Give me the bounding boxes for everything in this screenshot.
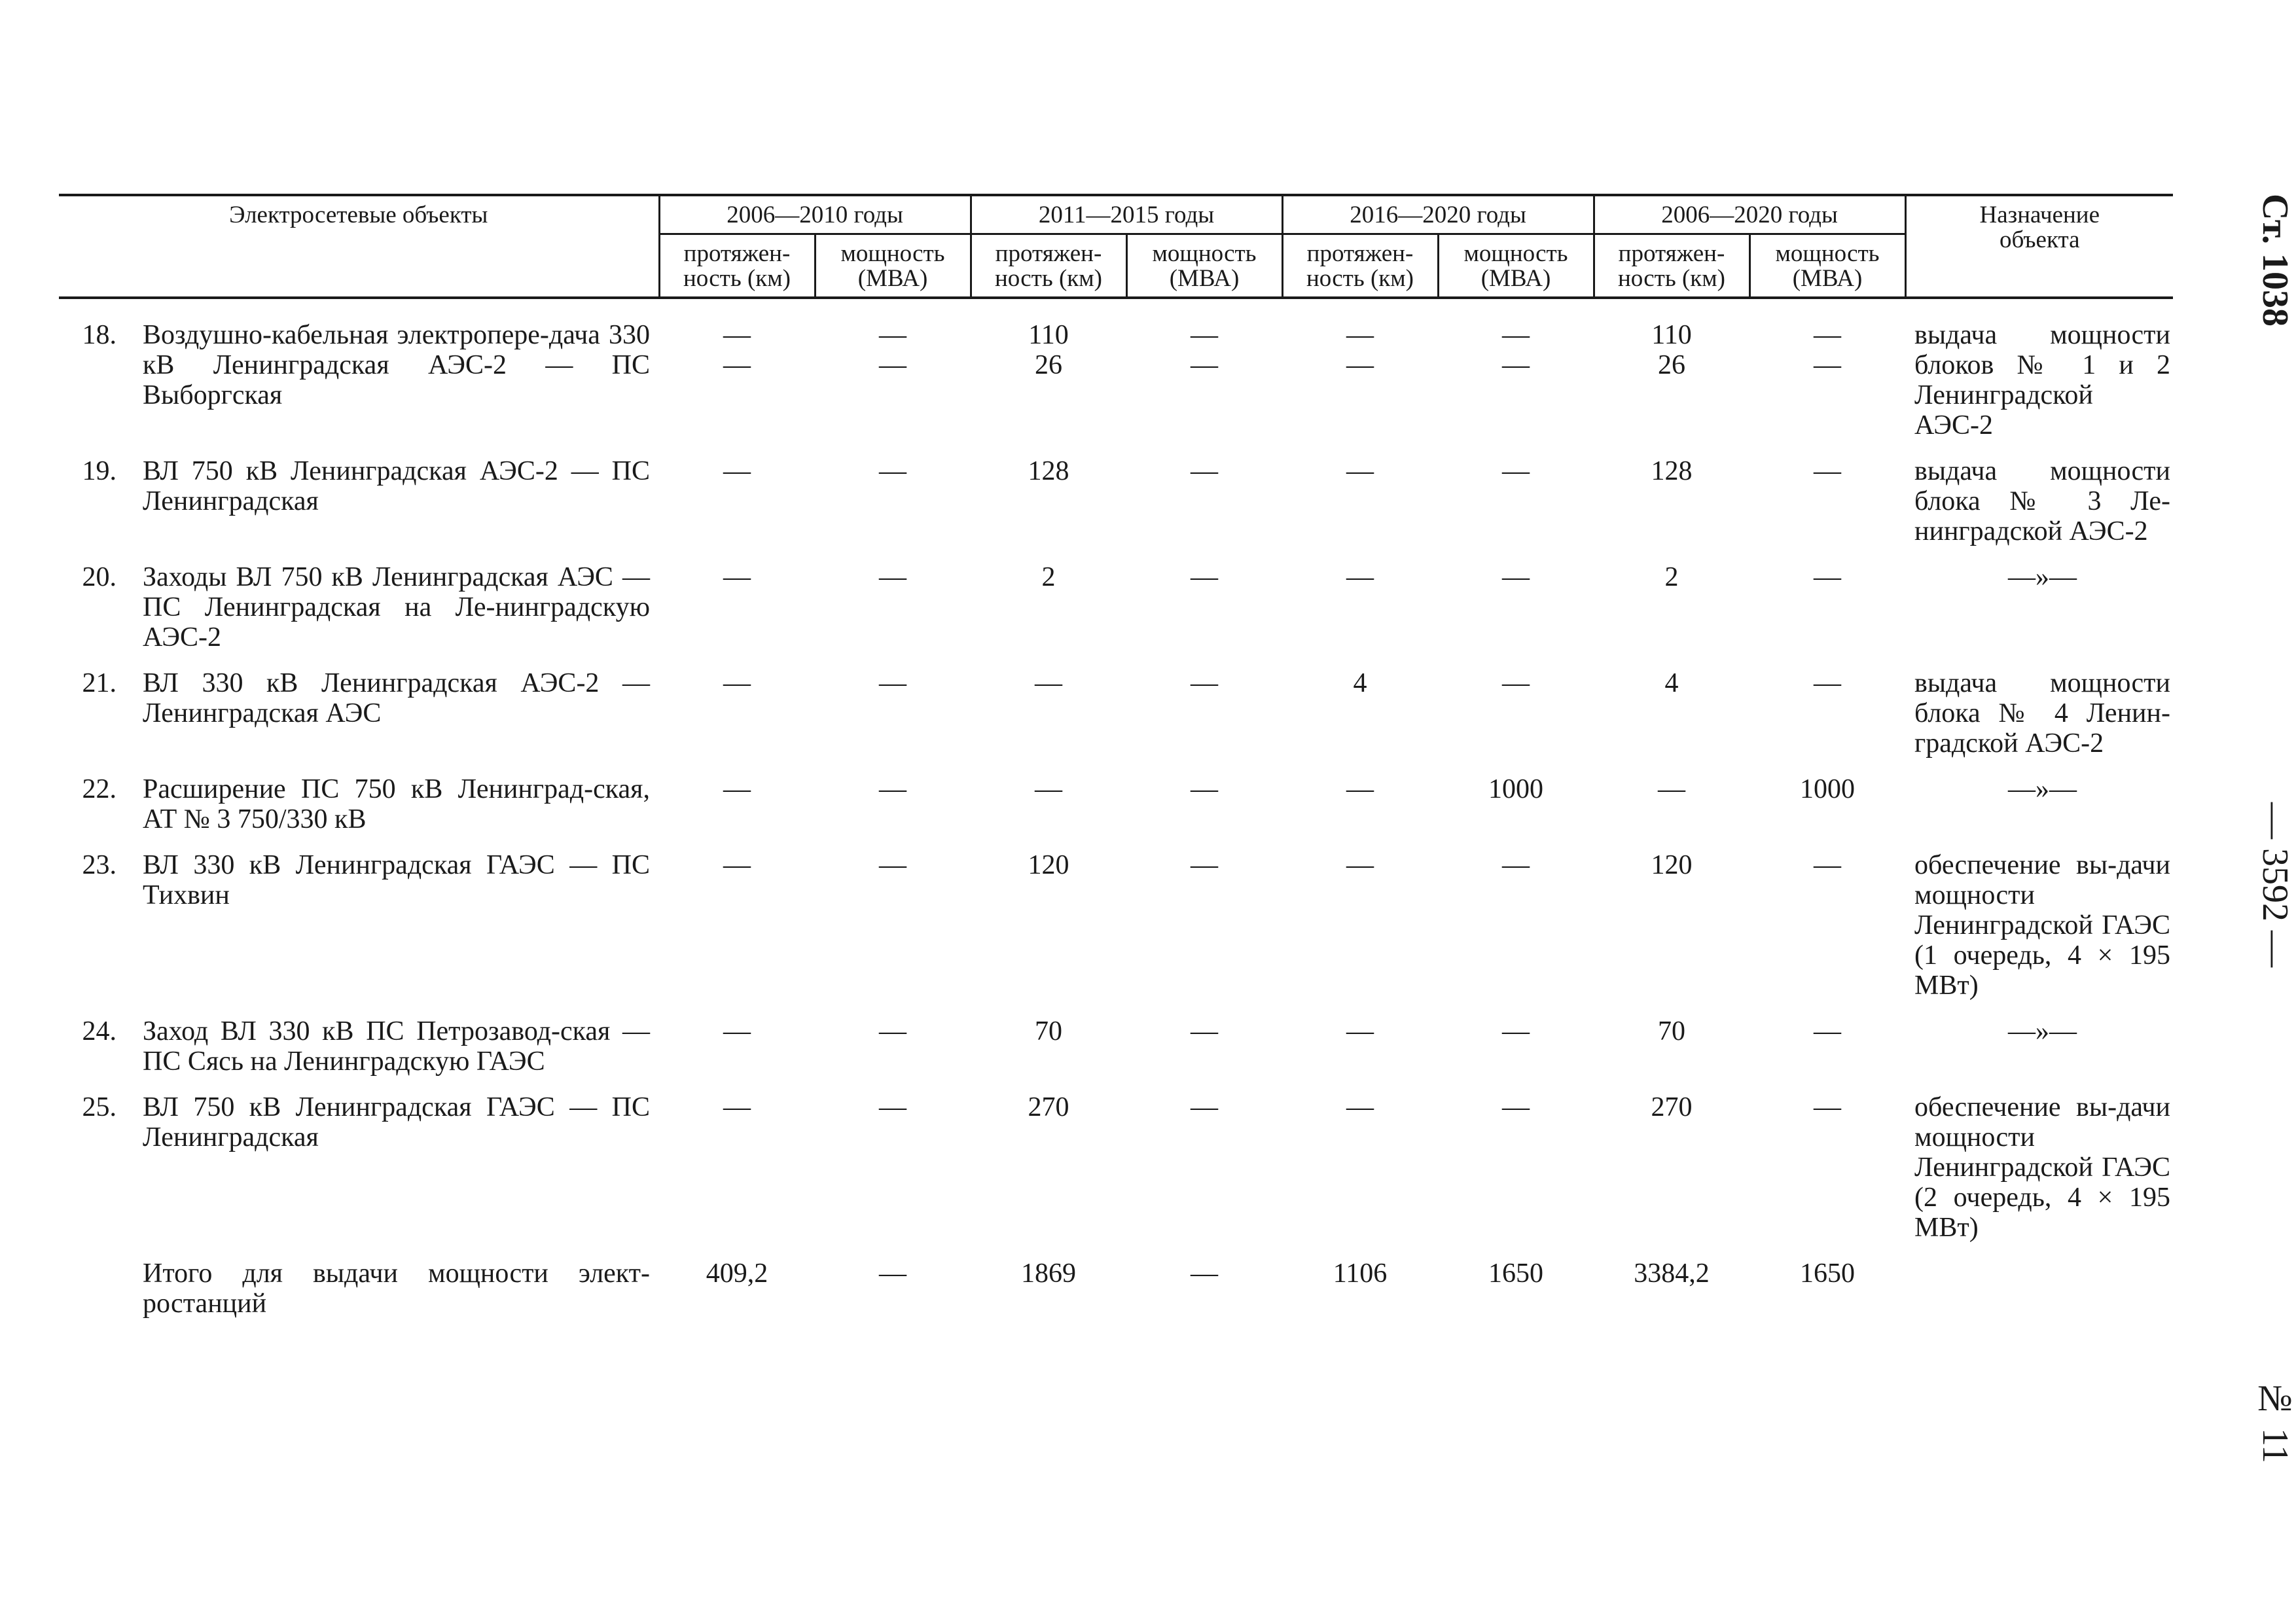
header-length-2006-2020: протяжен- ность (км) bbox=[1594, 234, 1749, 298]
value-cell: — bbox=[879, 850, 906, 880]
value-cell: 120 bbox=[1651, 850, 1693, 880]
table-row bbox=[59, 562, 2173, 668]
value-cell: — bbox=[723, 1016, 751, 1046]
value-cell: — bbox=[723, 774, 751, 804]
purpose-cell: —»— bbox=[2008, 1016, 2077, 1046]
value-cell: — bbox=[723, 1092, 751, 1122]
value-cell: 1869 bbox=[1021, 1258, 1076, 1289]
value-cell: — bbox=[1502, 850, 1530, 880]
value-cell: 70 bbox=[1658, 1016, 1685, 1046]
object-cell bbox=[59, 1258, 659, 1334]
value-cell: — bbox=[1346, 850, 1374, 880]
header-period-2011-2015: 2011—2015 годы bbox=[971, 195, 1282, 234]
value-cell: — bbox=[879, 456, 906, 486]
header-power-2016-2020: мощность (МВА) bbox=[1438, 234, 1594, 298]
page-side-header bbox=[2223, 194, 2295, 1463]
value-cell: — bbox=[879, 1016, 906, 1046]
value-cell: — — bbox=[879, 320, 906, 380]
value-cell: — bbox=[879, 1092, 906, 1122]
header-length-2011-2015: протяжен- ность (км) bbox=[971, 234, 1126, 298]
purpose-cell: обеспечение вы-дачи мощности Ленинградской ГАЭС (2 очередь, 4 × 195 МВт) bbox=[1914, 1092, 2170, 1243]
header-period-2006-2010: 2006—2010 годы bbox=[659, 195, 971, 234]
table-row bbox=[59, 774, 2173, 850]
value-cell: — bbox=[1658, 774, 1685, 804]
value-cell: 409,2 bbox=[706, 1258, 768, 1289]
value-cell: 128 bbox=[1651, 456, 1693, 486]
page-number: — 3592 — bbox=[2255, 802, 2295, 967]
value-cell: 110 26 bbox=[1028, 320, 1069, 380]
value-cell: 4 bbox=[1353, 668, 1367, 698]
row-number: 22. bbox=[82, 774, 117, 804]
table-row bbox=[59, 668, 2173, 774]
value-cell: — bbox=[1346, 562, 1374, 592]
value-cell: 110 26 bbox=[1651, 320, 1692, 380]
value-cell: 4 bbox=[1664, 668, 1679, 698]
value-cell: — bbox=[1191, 562, 1218, 592]
object-cell bbox=[59, 456, 659, 562]
value-cell: — bbox=[1502, 1092, 1530, 1122]
value-cell: — bbox=[1035, 774, 1062, 804]
row-number: 24. bbox=[82, 1016, 117, 1046]
value-cell: 270 bbox=[1651, 1092, 1693, 1122]
value-cell: 2 bbox=[1664, 562, 1679, 592]
value-cell: — bbox=[1502, 1016, 1530, 1046]
value-cell: — bbox=[1346, 774, 1374, 804]
power-grid-objects-table bbox=[59, 194, 2173, 1334]
sheet-number: Ст. 1038 bbox=[2255, 194, 2295, 327]
table-body bbox=[59, 298, 2173, 1334]
row-number: 20. bbox=[82, 562, 117, 592]
value-cell: — bbox=[1191, 1258, 1218, 1289]
value-cell: — — bbox=[723, 320, 751, 380]
object-cell bbox=[59, 1016, 659, 1092]
value-cell: 3384,2 bbox=[1634, 1258, 1710, 1289]
value-cell: — bbox=[1814, 668, 1841, 698]
object-cell bbox=[59, 1092, 659, 1258]
purpose-cell: —»— bbox=[2008, 774, 2077, 804]
value-cell: — — bbox=[1346, 320, 1374, 380]
value-cell: — bbox=[879, 774, 906, 804]
header-power-2006-2010: мощность (МВА) bbox=[815, 234, 971, 298]
value-cell: 2 bbox=[1041, 562, 1056, 592]
value-cell: — bbox=[1814, 562, 1841, 592]
value-cell: — bbox=[723, 850, 751, 880]
header-length-2006-2010: протяжен- ность (км) bbox=[659, 234, 815, 298]
row-number: 21. bbox=[82, 668, 117, 698]
table-row bbox=[59, 456, 2173, 562]
header-power-2006-2020: мощность (МВА) bbox=[1749, 234, 1905, 298]
object-cell bbox=[59, 562, 659, 668]
value-cell: — bbox=[1191, 1016, 1218, 1046]
purpose-cell: выдача мощности блока № 4 Ленин-градской АЭС-2 bbox=[1914, 668, 2170, 758]
issue-number: № 11 bbox=[2255, 1378, 2295, 1463]
value-cell: — bbox=[879, 562, 906, 592]
object-name: Расширение ПС 750 кВ Ленинград-ская, АТ № 3 750/330 кВ bbox=[143, 774, 650, 834]
table-row bbox=[59, 298, 2173, 456]
object-name: ВЛ 750 кВ Ленинградская АЭС-2 — ПС Ленинградская bbox=[143, 456, 650, 516]
header-purpose bbox=[1905, 195, 2173, 298]
value-cell: — bbox=[723, 456, 751, 486]
value-cell: — bbox=[1191, 774, 1218, 804]
value-cell: — bbox=[1191, 668, 1218, 698]
table-row bbox=[59, 1092, 2173, 1258]
value-cell: — bbox=[1502, 668, 1530, 698]
table-header bbox=[59, 195, 2173, 298]
value-cell: — bbox=[1502, 562, 1530, 592]
object-cell bbox=[59, 850, 659, 1016]
value-cell: — bbox=[1346, 456, 1374, 486]
header-purpose-text: Назначение объекта bbox=[1979, 202, 2100, 253]
value-cell: 1000 bbox=[1488, 774, 1543, 804]
value-cell: 1000 bbox=[1800, 774, 1855, 804]
value-cell: — bbox=[1814, 456, 1841, 486]
value-cell: — bbox=[1814, 1016, 1841, 1046]
row-number: 23. bbox=[82, 850, 117, 880]
row-number: 19. bbox=[82, 456, 117, 486]
value-cell: — bbox=[1502, 456, 1530, 486]
purpose-cell: выдача мощности блока № 3 Ле-нинградской АЭС-2 bbox=[1914, 456, 2170, 546]
header-period-2006-2020: 2006—2020 годы bbox=[1594, 195, 1905, 234]
value-cell: 1106 bbox=[1333, 1258, 1388, 1289]
value-cell: — bbox=[1346, 1016, 1374, 1046]
value-cell: 120 bbox=[1028, 850, 1069, 880]
header-objects: Электросетевые объекты bbox=[59, 195, 659, 298]
value-cell: — bbox=[879, 668, 906, 698]
value-cell: — bbox=[1191, 850, 1218, 880]
object-name: Итого для выдачи мощности элект-ростанций bbox=[143, 1258, 650, 1319]
object-name: Воздушно-кабельная электропере-дача 330 кВ Ленинградская АЭС-2 — ПС Выборгская bbox=[143, 320, 650, 410]
value-cell: — bbox=[723, 668, 751, 698]
value-cell: 1650 bbox=[1488, 1258, 1543, 1289]
value-cell: — bbox=[1814, 850, 1841, 880]
value-cell: — bbox=[879, 1258, 906, 1289]
object-name: ВЛ 750 кВ Ленинградская ГАЭС — ПС Ленинградская bbox=[143, 1092, 650, 1152]
value-cell: — bbox=[1191, 456, 1218, 486]
value-cell: — bbox=[1035, 668, 1062, 698]
purpose-cell: выдача мощности блоков № 1 и 2 Ленинградской АЭС-2 bbox=[1914, 320, 2170, 440]
purpose-cell bbox=[1905, 1258, 2173, 1334]
value-cell: 70 bbox=[1035, 1016, 1062, 1046]
row-number: 18. bbox=[82, 320, 117, 350]
value-cell: 128 bbox=[1028, 456, 1069, 486]
row-number: 25. bbox=[82, 1092, 117, 1122]
value-cell: 270 bbox=[1028, 1092, 1069, 1122]
value-cell: — bbox=[1191, 1092, 1218, 1122]
value-cell: — bbox=[723, 562, 751, 592]
purpose-cell: обеспечение вы-дачи мощности Ленинградской ГАЭС (1 очередь, 4 × 195 МВт) bbox=[1914, 850, 2170, 1001]
value-cell: — bbox=[1346, 1092, 1374, 1122]
purpose-cell: —»— bbox=[2008, 562, 2077, 592]
object-cell bbox=[59, 298, 659, 456]
object-name: ВЛ 330 кВ Ленинградская ГАЭС — ПС Тихвин bbox=[143, 850, 650, 910]
header-length-2016-2020: протяжен- ность (км) bbox=[1282, 234, 1438, 298]
object-cell bbox=[59, 774, 659, 850]
object-name: Заход ВЛ 330 кВ ПС Петрозавод-ская — ПС Сясь на Ленинградскую ГАЭС bbox=[143, 1016, 650, 1077]
value-cell: 1650 bbox=[1800, 1258, 1855, 1289]
table-row bbox=[59, 1016, 2173, 1092]
object-cell bbox=[59, 668, 659, 774]
value-cell: — — bbox=[1814, 320, 1841, 380]
value-cell: — — bbox=[1191, 320, 1218, 380]
table-total-row bbox=[59, 1258, 2173, 1334]
value-cell: — — bbox=[1502, 320, 1530, 380]
header-power-2011-2015: мощность (МВА) bbox=[1126, 234, 1282, 298]
table-row bbox=[59, 850, 2173, 1016]
object-name: Заходы ВЛ 750 кВ Ленинградская АЭС — ПС Ленинградская на Ле-нинградскую АЭС-2 bbox=[143, 562, 650, 652]
header-period-2016-2020: 2016—2020 годы bbox=[1282, 195, 1594, 234]
object-name: ВЛ 330 кВ Ленинградская АЭС-2 — Ленинградская АЭС bbox=[143, 668, 650, 728]
value-cell: — bbox=[1814, 1092, 1841, 1122]
